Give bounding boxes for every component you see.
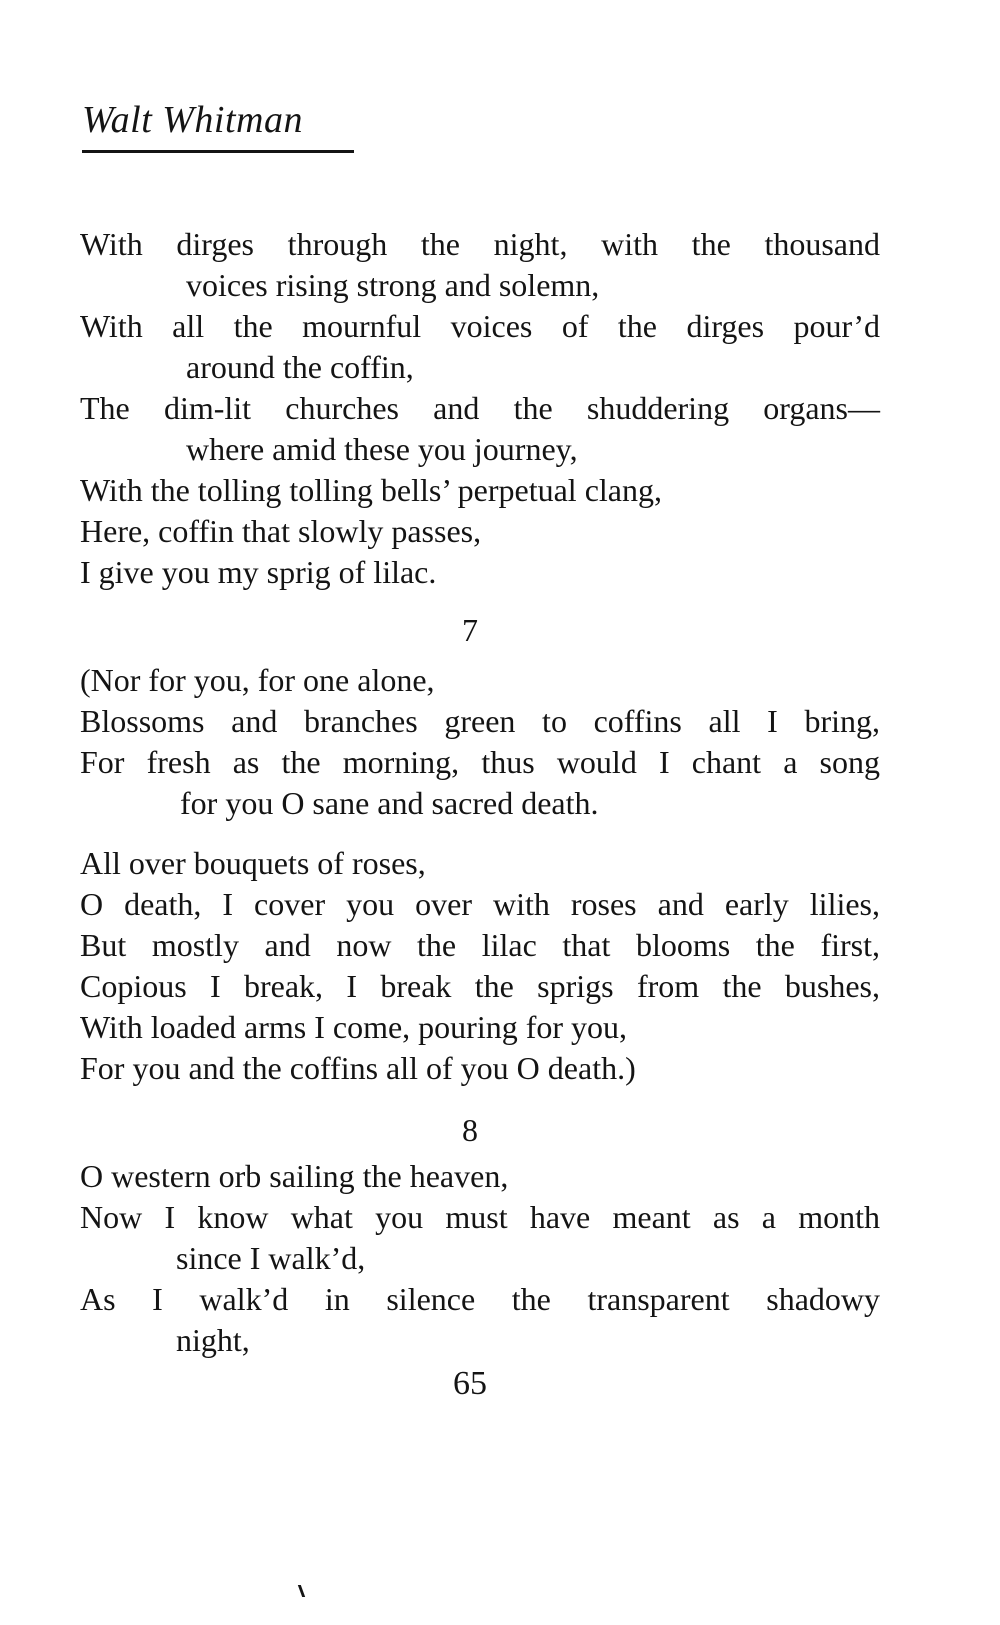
running-head: Walt Whitman bbox=[82, 99, 303, 141]
verse-line: All over bouquets of roses, bbox=[80, 845, 426, 881]
verse-line: Now I know what you must have meant as a month bbox=[80, 1199, 880, 1235]
verse-line: since I walk’d, bbox=[176, 1240, 366, 1276]
verse-line: The dim-lit churches and the shuddering organs— bbox=[80, 390, 880, 426]
verse-line: voices rising strong and solemn, bbox=[186, 267, 600, 303]
verse-line: where amid these you journey, bbox=[186, 431, 578, 467]
verse-line: for you O sane and sacred death. bbox=[180, 785, 599, 821]
section-number: 8 bbox=[462, 1112, 478, 1148]
stanza-c bbox=[80, 843, 880, 1089]
stanza-a bbox=[80, 224, 880, 593]
page-number: 65 bbox=[453, 1365, 487, 1402]
stanza-b bbox=[80, 660, 880, 824]
verse-line: With loaded arms I come, pouring for you, bbox=[80, 1009, 628, 1045]
verse-line: Here, coffin that slowly passes, bbox=[80, 513, 482, 549]
verse-line: Copious I break, I break the sprigs from the bushes, bbox=[80, 968, 880, 1004]
verse-line: For you and the coffins all of you O death.) bbox=[80, 1050, 636, 1086]
ink-speck bbox=[298, 1585, 305, 1597]
verse-line: With dirges through the night, with the thousand bbox=[80, 226, 880, 262]
verse-line: I give you my sprig of lilac. bbox=[80, 554, 437, 590]
verse-line: night, bbox=[176, 1322, 250, 1358]
verse-line: As I walk’d in silence the transparent shadowy bbox=[80, 1281, 880, 1317]
verse-line: around the coffin, bbox=[186, 349, 414, 385]
verse-line: For fresh as the morning, thus would I chant a song bbox=[80, 744, 880, 780]
stanza-d bbox=[80, 1156, 880, 1361]
verse-line: With all the mournful voices of the dirges pour’d bbox=[80, 308, 880, 344]
verse-line: With the tolling tolling bells’ perpetual clang, bbox=[80, 472, 662, 508]
verse-line: Blossoms and branches green to coffins all I bring, bbox=[80, 703, 880, 739]
verse-line: (Nor for you, for one alone, bbox=[80, 662, 435, 698]
verse-line: O death, I cover you over with roses and early lilies, bbox=[80, 886, 880, 922]
running-head-rule bbox=[82, 150, 354, 153]
verse-line: But mostly and now the lilac that blooms the first, bbox=[80, 927, 880, 963]
verse-line: O western orb sailing the heaven, bbox=[80, 1158, 509, 1194]
section-number: 7 bbox=[462, 612, 478, 648]
